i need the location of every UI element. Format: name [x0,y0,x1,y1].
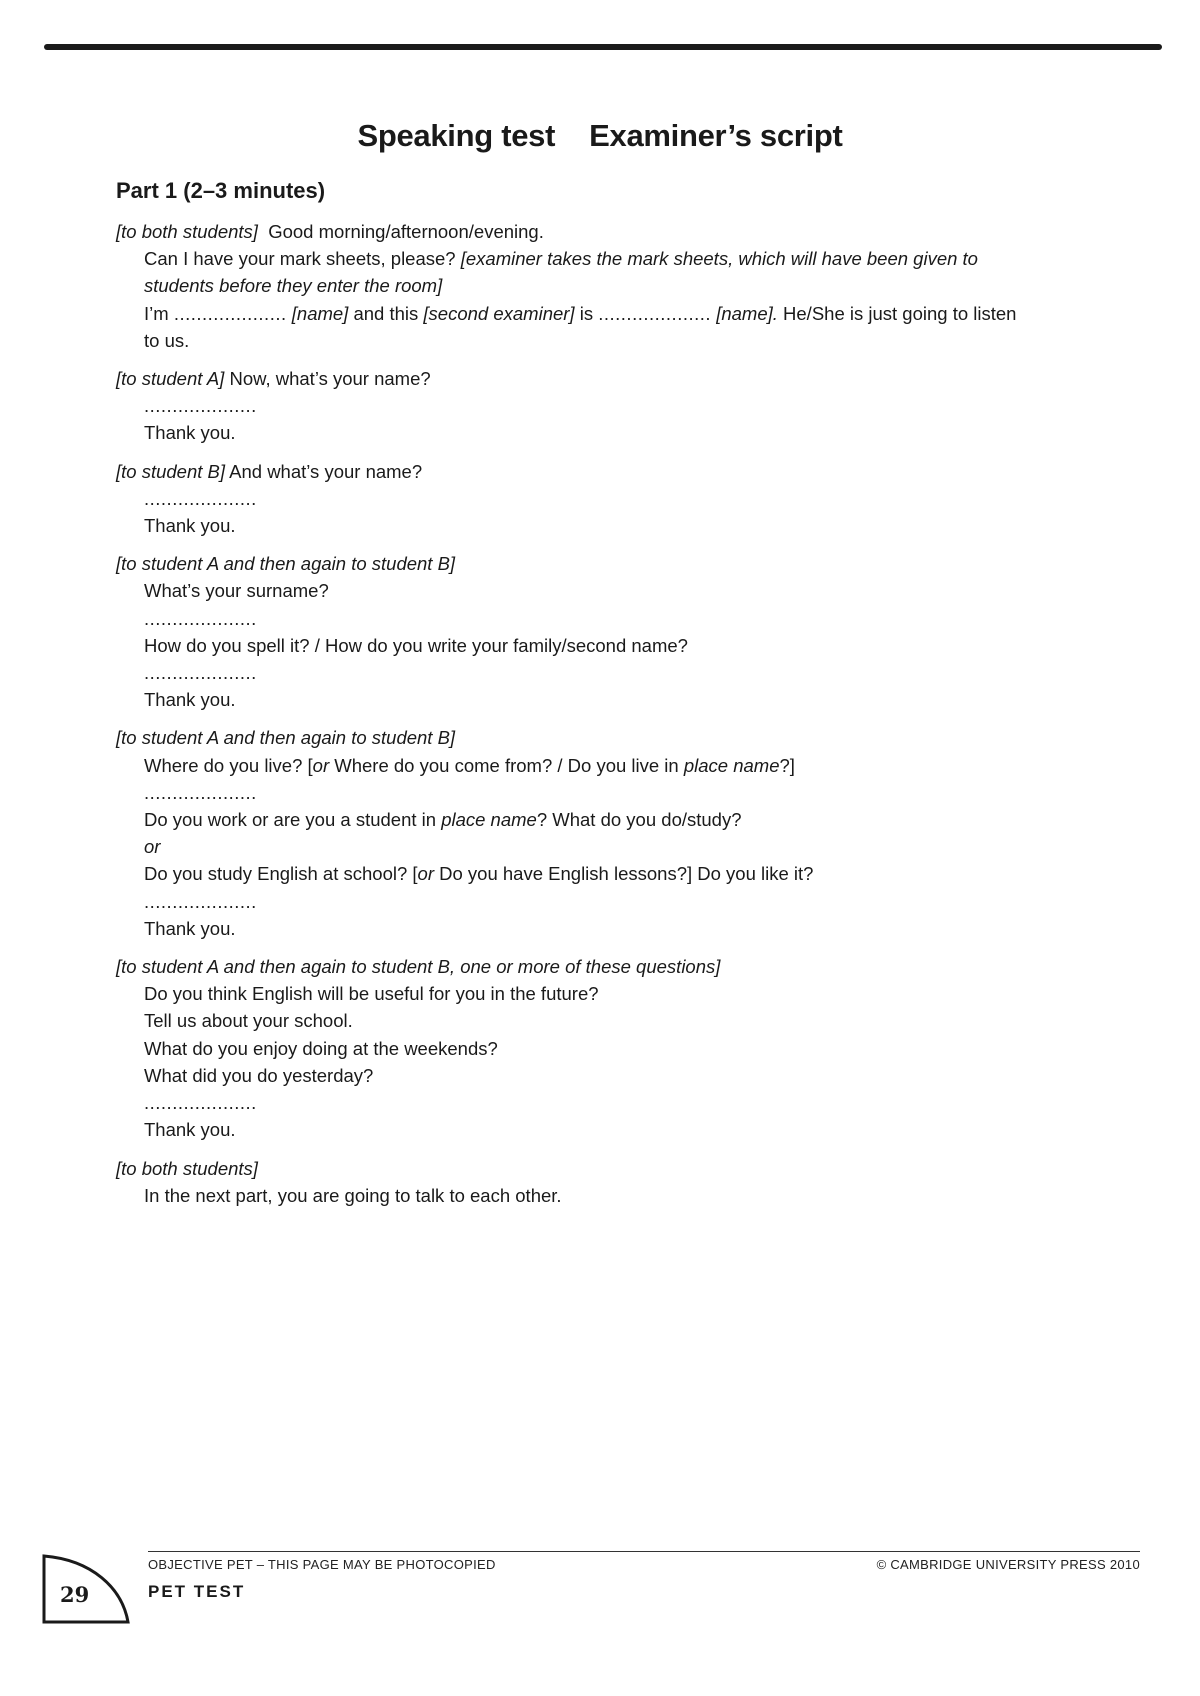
speech: And what’s your name? [229,460,423,482]
stage-direction: students before they enter the room] [144,275,443,297]
speech: to us. [144,329,190,351]
speech: In the next part, you are going to talk to each other. [144,1184,562,1206]
stage-direction: [to student A] [116,368,225,390]
speech: I’m [144,302,169,324]
speech: Thank you. [144,515,236,537]
speech: Do you think English will be useful for you in the future? [144,983,599,1005]
stage-direction: [to student A and then again to student B, one or more of these questions] [116,956,721,978]
stage-direction: place name [683,754,780,776]
speech: Good morning/afternoon/evening. [268,221,544,242]
answer-dots: .................... [144,890,257,912]
answer-dots: .................... [598,302,712,324]
footer-rule [148,1551,1140,1552]
speech: and this [353,302,419,324]
stage-direction: [to both students] [116,221,258,242]
page-title [0,118,1200,154]
answer-dots: .................... [144,487,257,509]
speech: Where do you live? [ [144,754,313,776]
speech: Thank you. [144,422,236,444]
answer-dots: .................... [144,662,257,684]
speech: Do you work or are you a student in [144,809,442,831]
part-heading: Part 1 (2–3 minutes) [116,178,326,203]
answer-dots: .................... [144,1092,257,1114]
block-surname [116,550,1096,713]
block-greeting [116,218,1096,354]
speech: How do you spell it? / How do you write your family/second name? [144,634,688,656]
page-number: 29 [60,1582,90,1607]
stage-direction: or [144,836,161,858]
stage-direction: [name]. [716,302,778,324]
speech: Do you study English at school? [ [144,863,418,885]
block-student-b-name [116,458,1096,540]
answer-dots: .................... [144,607,257,629]
stage-direction: [to student A and then again to student B] [116,553,456,575]
speech: Do you have English lessons?] Do you like it? [434,863,814,885]
block-extra-questions [116,953,1096,1143]
speech: Now, what’s your name? [229,368,431,390]
stage-direction: [to student B] [116,460,226,482]
stage-direction: [examiner takes the mark sheets, which will have been given to [460,248,978,270]
stage-direction: [second examiner] [423,302,575,324]
stage-direction: [to both students] [116,1157,258,1179]
answer-dots: .................... [144,395,257,417]
top-rule [44,44,1162,50]
answer-dots: .................... [173,302,287,324]
footer-section-label: PET TEST [148,1582,246,1601]
speech: is [579,302,594,324]
speech: Can I have your mark sheets, please? [144,248,456,270]
speech: What do you enjoy doing at the weekends? [144,1037,498,1059]
stage-direction: [name] [291,302,349,324]
stage-direction: place name [441,809,537,831]
speech: What did you do yesterday? [144,1064,374,1086]
stage-direction: or [312,754,330,776]
speech: Tell us about your school. [144,1010,353,1032]
stage-direction: [to student A and then again to student B] [116,727,456,749]
speech: Thank you. [144,1119,236,1141]
speech: ?] [779,754,795,776]
footer-copyright: © CAMBRIDGE UNIVERSITY PRESS 2010 [876,1557,1140,1572]
speech: Thank you. [144,689,236,711]
title-right: Examiner’s script [589,118,843,153]
speech: What’s your surname? [144,580,329,602]
block-where-live [116,724,1096,942]
stage-direction: or [417,863,434,885]
block-next-part [116,1155,1096,1209]
speech: Where do you come from? / Do you live in [329,754,684,776]
answer-dots: .................... [144,781,257,803]
speech: Thank you. [144,917,236,939]
footer-photocopy-note: OBJECTIVE PET – THIS PAGE MAY BE PHOTOCOPIED [148,1557,496,1572]
speech: ? What do you do/study? [536,809,742,831]
speech: He/She is just going to listen [783,302,1017,324]
script-content [116,174,1096,1220]
block-student-a-name [116,365,1096,447]
title-left: Speaking test [357,118,556,153]
